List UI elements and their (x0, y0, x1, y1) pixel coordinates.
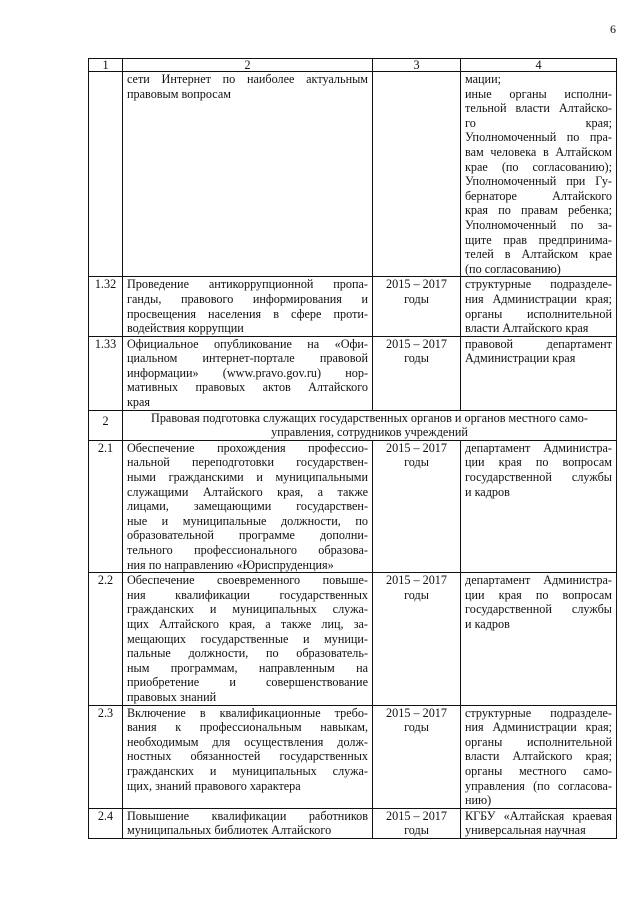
measure-description-line: правовых знаний (127, 689, 217, 704)
responsible-executors-line: государственной службы (465, 602, 612, 617)
measure-description (123, 808, 373, 838)
responsible-executors-line: органы исполнительной (465, 306, 612, 321)
page-number: 6 (610, 22, 616, 36)
table-row (89, 705, 617, 808)
measure-description-line: Проведение антикоррупционной пропа- (127, 277, 368, 292)
execution-period-line: годы (404, 720, 429, 735)
section-title-line: управления, сотрудников учреждений (271, 425, 468, 440)
measure-description-line: лицами, замещающими государствен- (127, 499, 368, 514)
measure-description-line: Обеспечение своевременного повыше- (127, 573, 368, 588)
measure-description-line: тельного профессионального образова- (127, 543, 368, 557)
execution-period-line: 2015 – 2017 (386, 705, 447, 720)
measure-description-line: ния по направлению «Юриспруденция» (127, 557, 334, 572)
responsible-executors-line: органы исполнительной (465, 734, 612, 749)
responsible-executors-line: крае (по согласованию); (465, 159, 612, 174)
responsible-executors-line: (по согласованию) (465, 261, 561, 276)
measure-description-line: ными гражданскими и муниципальными (127, 470, 368, 485)
measure-description-line: ностных обязанностей государственных (127, 749, 368, 764)
responsible-executors-line: щите прав предпринима- (465, 232, 612, 247)
measure-description (123, 573, 373, 705)
responsible-executors-line: департамент Администра- (465, 573, 612, 588)
table-row (89, 336, 617, 410)
execution-period-line: годы (404, 823, 429, 838)
execution-period-line: 2015 – 2017 (386, 440, 447, 455)
row-number (89, 72, 123, 277)
execution-period-line: годы (404, 291, 429, 306)
measure-description-line: Включение в квалификационные требо- (127, 705, 368, 720)
execution-period-line: 2015 – 2017 (386, 277, 447, 292)
measure-description (123, 705, 373, 808)
responsible-executors (461, 72, 617, 277)
responsible-executors-line: края по правам ребенка; (465, 203, 612, 218)
execution-period-line: 2015 – 2017 (386, 336, 447, 351)
responsible-executors-line: ции края по вопросам (465, 587, 612, 602)
execution-period (373, 440, 461, 572)
responsible-executors (461, 277, 617, 336)
row-number: 2.2 (89, 573, 123, 705)
measure-description-line: циальном интернет-портале правовой (127, 351, 368, 366)
responsible-executors-line: управления (по согласова- (465, 778, 612, 793)
measure-description-line: щих, знаний правового характера (127, 778, 301, 793)
section-title (123, 410, 617, 440)
header-cell-4: 4 (461, 59, 617, 72)
measure-description-line: вания к профессиональным навыкам, (127, 720, 368, 735)
responsible-executors (461, 336, 617, 410)
responsible-executors (461, 440, 617, 572)
measure-description-line: мативных правовых актов Алтайского (127, 380, 368, 395)
responsible-executors-line: Уполномоченный по за- (465, 217, 612, 232)
execution-period-line: годы (404, 587, 429, 602)
execution-period (373, 705, 461, 808)
section-number: 2 (89, 410, 123, 440)
table-header-row (89, 59, 617, 72)
table-row (89, 573, 617, 705)
responsible-executors-line: ния Администрации края; (465, 720, 612, 735)
responsible-executors-line: департамент Администра- (465, 440, 612, 455)
responsible-executors-line: тельной власти Алтайско- (465, 101, 612, 116)
row-number: 1.33 (89, 336, 123, 410)
measure-description-line: ния квалификации государственных (127, 587, 368, 602)
measure-description-line: края (127, 395, 151, 410)
header-cell-1: 1 (89, 59, 123, 72)
responsible-executors-line: Уполномоченный при Гу- (465, 174, 612, 189)
responsible-executors-line: ния Администрации края; (465, 291, 612, 306)
measure-description-line: служащими Алтайского края, а также (127, 484, 368, 499)
measure-description-line: сети Интернет по наиболее актуальным (127, 72, 368, 86)
responsible-executors-line: универсальная научная (465, 823, 586, 838)
measure-description-line: мещающих государственные и муници- (127, 631, 368, 646)
execution-period-line: годы (404, 351, 429, 366)
measure-description-line: Официальное опубликование на «Офи- (127, 336, 368, 351)
responsible-executors-line: телей в Алтайском крае (465, 247, 612, 262)
execution-period (373, 573, 461, 705)
execution-period-line: годы (404, 455, 429, 470)
responsible-executors-line: го края; (465, 115, 612, 130)
measure-description-line: образовательной программе дополни- (127, 528, 368, 543)
responsible-executors-line: иные органы исполни- (465, 86, 612, 101)
responsible-executors (461, 705, 617, 808)
responsible-executors-line: структурные подразделе- (465, 705, 612, 720)
measure-description-line: информации» (www.pravo.gov.ru) нор- (127, 365, 368, 380)
responsible-executors-line: государственной службы (465, 470, 612, 485)
plan-table-body (89, 59, 617, 839)
measure-description-line: гражданских и муниципальных служа- (127, 763, 368, 778)
table-row (89, 808, 617, 838)
responsible-executors-line: структурные подразделе- (465, 277, 612, 292)
execution-period (373, 72, 461, 277)
measure-description-line: водействия коррупции (127, 321, 244, 336)
measure-description (123, 440, 373, 572)
responsible-executors-line: КГБУ «Алтайская краевая (465, 808, 612, 823)
measure-description-line: нальной переподготовки государствен- (127, 455, 368, 470)
responsible-executors-line: и кадров (465, 484, 510, 499)
responsible-executors-line: Администрации края (465, 351, 576, 366)
measure-description-line: правовым вопросам (127, 86, 231, 101)
measure-description-line: Обеспечение прохождения профессио- (127, 440, 368, 455)
responsible-executors (461, 808, 617, 838)
measure-description (123, 277, 373, 336)
plan-table (88, 58, 617, 839)
responsible-executors-line: нию) (465, 793, 492, 808)
responsible-executors-line: власти Алтайского края (465, 321, 589, 336)
section-row (89, 410, 617, 440)
measure-description-line: Повышение квалификации работников (127, 808, 368, 823)
row-number: 2.1 (89, 440, 123, 572)
measure-description-line: пальные должности, по образователь- (127, 646, 368, 661)
measure-description-line: ным программам, направленным на (127, 660, 368, 675)
measure-description-line: необходимым для осуществления долж- (127, 734, 368, 749)
responsible-executors-line: Уполномоченный по пра- (465, 130, 612, 145)
measure-description-line: гражданских и муниципальных служа- (127, 602, 368, 617)
measure-description-line: ные и муниципальные должности, по (127, 513, 368, 528)
measure-description-line: просвещения населения в сфере проти- (127, 306, 368, 321)
responsible-executors-line: мации; (465, 72, 501, 86)
section-title-line: Правовая подготовка служащих государственных органов и органов местного само- (151, 410, 588, 425)
execution-period (373, 808, 461, 838)
row-number: 2.3 (89, 705, 123, 808)
responsible-executors-line: вам человека в Алтайском (465, 144, 612, 159)
measure-description (123, 336, 373, 410)
execution-period (373, 336, 461, 410)
responsible-executors-line: органы местного само- (465, 763, 612, 778)
header-cell-3: 3 (373, 59, 461, 72)
responsible-executors-line: правовой департамент (465, 336, 612, 351)
row-number: 1.32 (89, 277, 123, 336)
execution-period-line: 2015 – 2017 (386, 808, 447, 823)
header-cell-2: 2 (123, 59, 373, 72)
responsible-executors-line: и кадров (465, 616, 510, 631)
execution-period (373, 277, 461, 336)
execution-period-line: 2015 – 2017 (386, 573, 447, 588)
row-number: 2.4 (89, 808, 123, 838)
measure-description (123, 72, 373, 277)
measure-description-line: щих Алтайского края, а также лиц, за- (127, 616, 368, 631)
table-row (89, 277, 617, 336)
responsible-executors-line: ции края по вопросам (465, 455, 612, 470)
table-row (89, 72, 617, 277)
measure-description-line: муниципальных библиотек Алтайского (127, 823, 332, 838)
responsible-executors-line: бернаторе Алтайского (465, 188, 612, 203)
responsible-executors-line: власти Алтайского края; (465, 749, 612, 764)
measure-description-line: ганды, правового информирования и (127, 291, 368, 306)
measure-description-line: приобретение и совершенствование (127, 675, 368, 690)
table-row (89, 440, 617, 572)
responsible-executors (461, 573, 617, 705)
